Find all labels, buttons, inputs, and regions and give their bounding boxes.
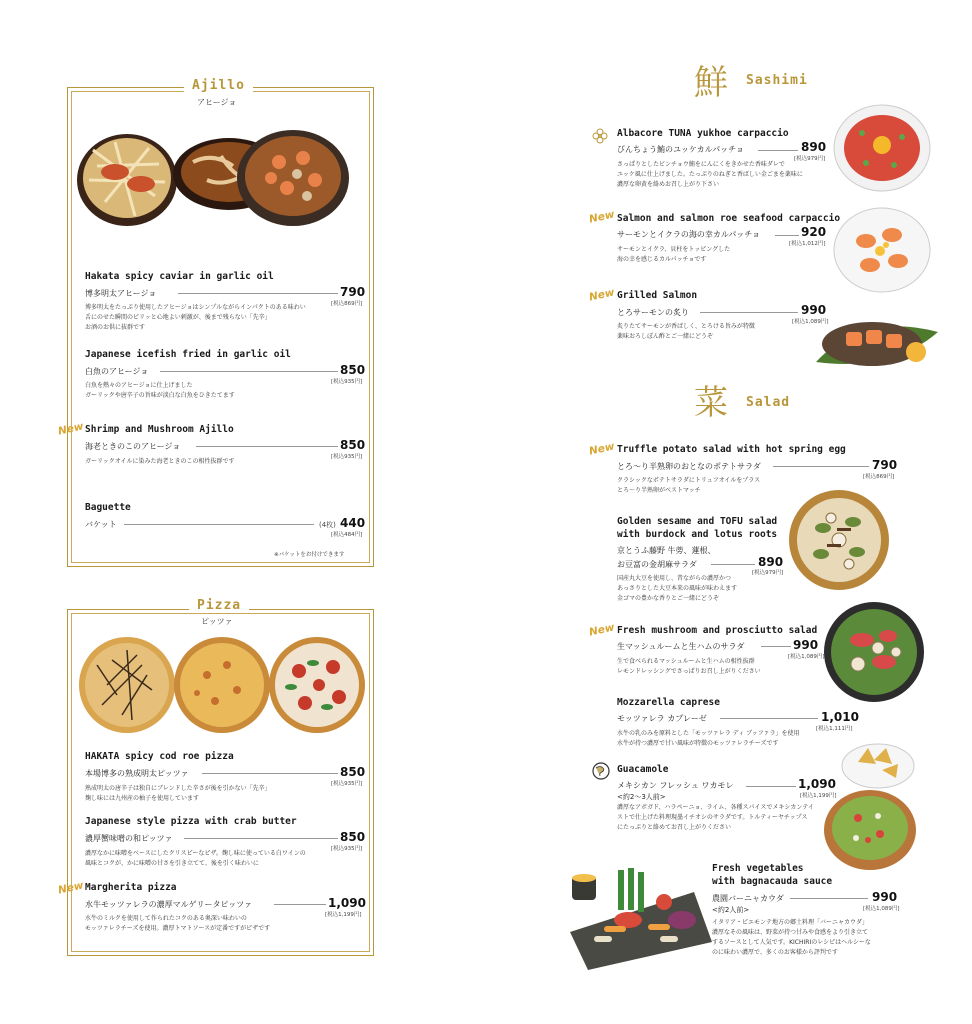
menu-item-name-line2: with bagnacauda sauce: [712, 876, 833, 887]
menu-item-name: Mozzarella caprese: [617, 697, 720, 708]
menu-item-qty: (4枚): [319, 521, 336, 529]
desc-line: ガーリックオイルに染みた海老ときのこの相性抜群です: [85, 458, 235, 465]
menu-item-tax: [税込935円]: [331, 781, 363, 787]
new-badge: New: [57, 879, 85, 897]
menu-item-tax: [税込1,012円]: [789, 241, 826, 247]
pizza-image: [77, 635, 369, 735]
menu-item-tax: [税込1,111円]: [816, 726, 853, 732]
desc-line: 濃厚なその風味は、野菜が持つ甘みや食感をより引き立て: [712, 929, 869, 936]
desc-line: サーモンとイクラ、貝柱をトッピングした: [617, 246, 731, 253]
menu-item-jp-line2: <約2～3人前>: [617, 793, 666, 801]
menu-item-jp: 農園バーニャカウダ: [712, 894, 784, 903]
tuna-carpaccio-image: [832, 103, 932, 193]
menu-item-tax: [税込1,089円]: [863, 906, 900, 912]
new-badge: New: [588, 440, 616, 458]
menu-item-name: Grilled Salmon: [617, 290, 698, 301]
desc-line: イタリア・ピエモンテ地方の郷土料理「バーニャカウダ」: [712, 919, 868, 926]
menu-item-tax: [税込484円]: [331, 532, 363, 538]
leader-line: [761, 646, 791, 647]
leader-line: [178, 293, 338, 294]
desc-line: 博多明太をたっぷり使用したアヒージョはシンプルながらインパクトのある味わい: [85, 304, 306, 311]
leader-line: [202, 773, 338, 774]
menu-item-jp: びんちょう鮪のユッケカルパッチョ: [617, 145, 744, 154]
menu-item-jp: 京とうふ藤野 牛蒡、蓮根、: [617, 546, 716, 555]
mushroom-salad-image: [822, 600, 927, 705]
desc-line: お酒のお供に抜群です: [85, 324, 146, 331]
menu-item-price: 850: [340, 438, 366, 452]
menu-item-tax: [税込935円]: [331, 379, 363, 385]
pizza-title: Pizza: [189, 598, 249, 613]
menu-item-tax: [税込869円]: [863, 474, 895, 480]
menu-item-name: Shrimp and Mushroom Ajillo: [85, 424, 234, 435]
menu-item-name-line2: with burdock and lotus roots: [617, 529, 778, 540]
menu-item-price: 850: [340, 830, 366, 844]
desc-line: するソースとして人気です。KICHIRIのレシピはヘルシーな: [712, 939, 871, 946]
desc-line: 濃厚な卵黄を絡めお召し上がり下さい: [617, 181, 720, 188]
leader-line: [720, 718, 818, 719]
menu-item-jp: 生マッシュルームと生ハムのサラダ: [617, 642, 745, 651]
desc-line: 国産丸大豆を使用し、昔ながらの濃厚かつ: [617, 575, 732, 582]
leader-line: [775, 235, 799, 236]
desc-line: 白魚を熱々のアヒージョに仕上げました: [85, 382, 193, 389]
menu-item-jp: モッツァレラ カプレーゼ: [617, 714, 707, 723]
menu-item-price: 440: [340, 516, 366, 530]
new-badge: New: [588, 208, 616, 226]
menu-item-jp: 濃厚蟹味噌の和ピッツァ: [85, 834, 173, 843]
sashimi-kanji: 鮮: [694, 63, 728, 103]
menu-item-price: 990: [872, 890, 898, 904]
ajillo-subtitle: アヒージョ: [197, 98, 237, 107]
leader-line: [160, 371, 338, 372]
menu-item-price: 920: [801, 225, 827, 239]
pizza-subtitle: ピッツァ: [201, 617, 233, 626]
desc-line: 水牛が持つ濃厚で甘い風味が特徴のモッツァレラチーズです: [617, 740, 779, 747]
menu-item-price: 990: [801, 303, 827, 317]
menu-item-tax: [税込869円]: [331, 301, 363, 307]
desc-line: ユッケ風に仕上げました。たっぷりのねぎと香ばしい金ごまを薬味に: [617, 171, 803, 178]
menu-item-price: 1,090: [328, 896, 366, 910]
menu-item-price: 1,090: [798, 777, 836, 791]
menu-item-tax: [税込935円]: [331, 846, 363, 852]
desc-line: ストで仕上げた料理現墨イチオシのサラダです。トルティーヤチップス: [617, 814, 808, 821]
menu-item-price: 890: [758, 555, 784, 569]
menu-item-name: Hakata spicy caviar in garlic oil: [85, 271, 274, 282]
menu-item-jp: 海老ときのこのアヒージョ: [85, 442, 181, 451]
menu-item-name: Japanese icefish fried in garlic oil: [85, 349, 291, 360]
leader-line: [196, 446, 338, 447]
ajillo-title: Ajillo: [184, 78, 253, 93]
menu-item-jp: 本場博多の熟成明太ピッツァ: [85, 769, 189, 778]
menu-item-jp: サーモンとイクラの海の幸カルパッチョ: [617, 230, 761, 239]
menu-item-tax: [税込935円]: [331, 454, 363, 460]
menu-item-jp: 白魚のアヒージョ: [85, 367, 149, 376]
menu-item-jp: メキシカン フレッシュ ワカモレ: [617, 781, 734, 790]
menu-item-jp: バケット: [85, 520, 117, 529]
desc-line: 薬味おろしぽん酢とご一緒にどうぞ: [617, 333, 714, 340]
desc-line: 舌にのせた瞬間のピリッと心地よい刺激が、後まで残らない「先辛」: [85, 314, 271, 321]
new-badge: New: [57, 420, 85, 438]
desc-line: 熟成明太の唐辛子は独自にブレンドした辛さが後を引かない「先辛」: [85, 785, 271, 792]
menu-item-price: 1,010: [821, 710, 859, 724]
menu-item-jp: とろ～り半熟卵のおとなのポテトサラダ: [617, 462, 761, 471]
menu-item-name: Fresh mushroom and prosciutto salad: [617, 625, 818, 636]
menu-item-jp-line2: <約2人前>: [712, 906, 750, 914]
menu-item-tax: [税込1,199円]: [325, 912, 362, 918]
menu-item-jp: 博多明太アヒージョ: [85, 289, 157, 298]
desc-line: ガーリックや唐辛子の旨味が淡白な白魚をひきたてます: [85, 392, 235, 399]
menu-item-name: Margherita pizza: [85, 882, 177, 893]
menu-item-name: Truffle potato salad with hot spring egg: [617, 444, 846, 455]
desc-line: 濃厚なかに味噌をベースにしたクリスピーなピザ。麹し味に使っている白ワインの: [85, 850, 306, 857]
desc-line: 海の幸を感じるカルパッチョです: [617, 256, 707, 263]
menu-item-price: 850: [340, 765, 366, 779]
menu-item-tax: [税込1,089円]: [792, 319, 829, 325]
menu-item-name: Golden sesame and TOFU salad: [617, 516, 778, 527]
guacamole-image: [818, 742, 918, 872]
bagnacauda-image: [564, 862, 714, 972]
leader-line: [124, 524, 314, 525]
leader-line: [184, 838, 338, 839]
grilled-salmon-image: [812, 302, 942, 387]
menu-item-jp: 水牛モッツァレラの濃厚マルゲリータピッツァ: [85, 900, 253, 909]
desc-line: クラシックなポテトサラダにトリュフオイルをプラス: [617, 477, 761, 484]
salmon-carpaccio-image: [832, 205, 932, 295]
desc-line: モッツァレラチーズを使用。濃厚トマトソースが定番ですがピザです: [85, 925, 271, 932]
leader-line: [274, 904, 326, 905]
desc-line: 金ゴマの豊かな香りとご一緒にどうぞ: [617, 595, 720, 602]
menu-item-tax: [税込1,199円]: [800, 793, 837, 799]
menu-item-price: 890: [801, 140, 827, 154]
desc-line: とろ～り半熟卵がベストマッチ: [617, 487, 701, 494]
salad-kanji: 菜: [694, 383, 728, 423]
menu-item-name: HAKATA spicy cod roe pizza: [85, 751, 234, 762]
menu-item-name: Baguette: [85, 502, 131, 513]
desc-line: 風味とコクが、かに味噌の甘さを引き立てて、後を引く味わいに: [85, 860, 259, 867]
menu-item-name: Albacore TUNA yukhoe carpaccio: [617, 128, 789, 139]
salad-title: Salad: [746, 395, 791, 410]
tofu-salad-image: [787, 488, 892, 593]
menu-item-name: Guacamole: [617, 764, 669, 775]
menu-item-price: 850: [340, 363, 366, 377]
menu-item-name: Salmon and salmon roe seafood carpaccio: [617, 213, 841, 224]
desc-line: にたっぷりと絡めてお召し上がりください: [617, 824, 732, 831]
menu-item-price: 790: [340, 285, 366, 299]
leader-line: [746, 786, 796, 787]
menu-item-jp-line2: お豆富の金胡麻サラダ: [617, 560, 697, 569]
leader-line: [700, 312, 798, 313]
desc-line: 水牛のミルクを使用して作られたコクのある奥深い味わいの: [85, 915, 247, 922]
footnote: ※バケットをお付けできます: [274, 552, 345, 558]
ajillo-dishes-image: [75, 122, 365, 242]
flower-icon: [592, 128, 608, 144]
desc-line: さっぱりとしたビンチョウ鮪をにんにくをきかせた香味ダレで: [617, 161, 785, 168]
desc-line: 濃厚なアボガド、ハラペーニョ、ライム、各種スパイスでメキシカンテイ: [617, 804, 814, 811]
desc-line: 生で食べられるマッシュルームと生ハムの相性抜群: [617, 658, 755, 665]
desc-line: 水牛の乳のみを原料とした「モッツァレラ ディ ブッファラ」を使用: [617, 730, 800, 737]
leader-line: [773, 466, 869, 467]
leader-line: [790, 898, 868, 899]
menu-item-price: 990: [793, 638, 819, 652]
menu-item-tax: [税込979円]: [794, 156, 826, 162]
menu-item-tax: [税込1,089円]: [788, 654, 825, 660]
menu-item-name: Japanese style pizza with crab butter: [85, 816, 297, 827]
new-badge: New: [588, 286, 616, 304]
menu-item-jp: とろサーモンの炙り: [617, 308, 689, 317]
desc-line: のに味わい濃厚で、多くのお客様から評判です: [712, 949, 838, 956]
menu-item-tax: [税込979円]: [752, 570, 784, 576]
desc-line: あっさりとした大豆本来の風味が味わえます: [617, 585, 737, 592]
leader-line: [711, 564, 755, 565]
new-badge: New: [588, 621, 616, 639]
menu-item-name: Fresh vegetables: [712, 863, 804, 874]
desc-line: 炙りたてサーモンが香ばしく、とろける旨みが特徴: [617, 323, 755, 330]
leader-line: [758, 150, 798, 151]
desc-line: レモンドレッシングでさっぱりお召し上がりください: [617, 668, 761, 675]
desc-line: 麹し味には九州産の柚子を使用しています: [85, 795, 200, 802]
sashimi-title: Sashimi: [746, 73, 808, 88]
menu-item-price: 790: [872, 458, 898, 472]
globe-icon: [592, 762, 610, 780]
